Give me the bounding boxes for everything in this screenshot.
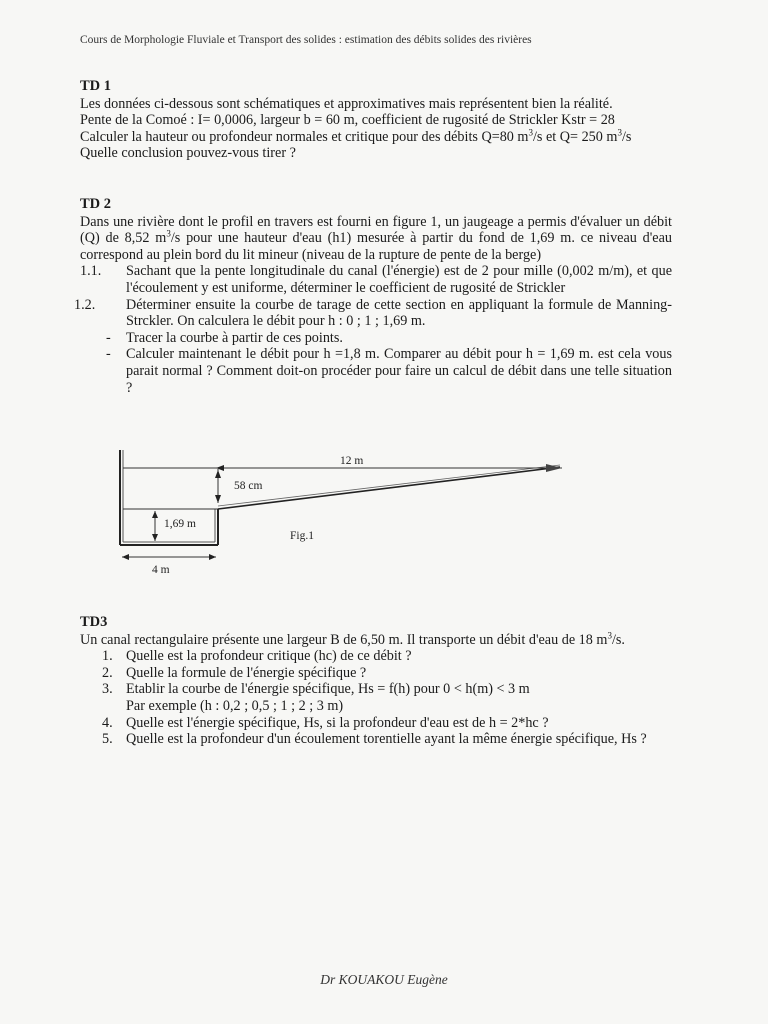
arrow-up-icon bbox=[215, 470, 221, 478]
td3-question-text: Etablir la courbe de l'énergie spécifique, Hs = f(h) pour 0 < h(m) < 3 m bbox=[126, 681, 530, 698]
td2-intro bbox=[80, 214, 672, 264]
td2-question-1-1 bbox=[80, 263, 672, 296]
td2-question-1-1-text: Sachant que la pente longitudinale du canal (l'énergie) est de 2 pour mille (0,002 m/m), et que l'écoulement y est uniforme, déterminer le coefficient de rugosité de Strickler bbox=[126, 263, 672, 296]
td1-line3-exponent2: 3 bbox=[617, 127, 622, 138]
td2-subitem-2-text: Calculer maintenant le débit pour h =1,8 m. Comparer au débit pour h = 1,69 m. est cela vous parait normal ? Comment doit-on procéder pour faire un calcul de débit dans une telle situation ? bbox=[126, 346, 672, 396]
td3-question-number: 2. bbox=[102, 664, 113, 681]
td2-intro-part2: /s pour une hauteur d'eau (h1) mesurée à partir du fond de 1,69 m. ce niveau d'eau correspond au plein bord du lit mineur (niveau de la rupture de pente de la berge) bbox=[80, 230, 672, 263]
td1-line1: Les données ci-dessous sont schématiques et approximatives mais représentent bien la réalité. bbox=[80, 95, 613, 112]
floodplain-slope-line bbox=[218, 467, 560, 509]
arrow-right-icon bbox=[209, 554, 216, 560]
td1-title: TD 1 bbox=[80, 78, 112, 94]
page-header: Cours de Morphologie Fluviale et Transport des solides : estimation des débits solides des rivières bbox=[80, 34, 532, 46]
arrow-down-icon bbox=[215, 495, 221, 503]
figure-1 bbox=[110, 445, 580, 585]
author-signature: Dr KOUAKOU Eugène bbox=[320, 972, 448, 987]
td2-subitem-1 bbox=[80, 330, 672, 347]
td3-question-text: Quelle est la profondeur d'un écoulement torentielle ayant la même énergie spécifique, Hs ? bbox=[126, 731, 647, 748]
td2-subitem-1-text: Tracer la courbe à partir de ces points. bbox=[126, 329, 343, 346]
td3-question-text: Quelle est la profondeur critique (hc) de ce débit ? bbox=[126, 648, 412, 665]
td1-line4: Quelle conclusion pouvez-vous tirer ? bbox=[80, 145, 296, 162]
label-12m: 12 m bbox=[340, 455, 364, 467]
td3-question-text: Par exemple (h : 0,2 ; 0,5 ; 1 ; 2 ; 3 m) bbox=[126, 697, 344, 714]
td2-question-1-1-number: 1.1. bbox=[80, 263, 102, 280]
td2-question-1-2 bbox=[74, 296, 672, 330]
td3-question-4 bbox=[80, 715, 672, 732]
td3-question-number: 4. bbox=[102, 714, 113, 731]
channel-cross-section-diagram bbox=[110, 445, 580, 580]
arrow-left-icon bbox=[216, 465, 224, 471]
td2-intro-part1: Dans une rivière dont le profil en travers est fourni en figure 1, un jaugeage a permis d'évaluer un débit (Q) de 8,52 m bbox=[80, 213, 672, 247]
td3-question-number: 5. bbox=[102, 731, 113, 748]
td3-intro-part1: Un canal rectangulaire présente une largeur B de 6,50 m. Il transporte un débit d'eau de 18 m bbox=[80, 631, 608, 648]
td3-question-1 bbox=[80, 648, 672, 665]
td3-intro bbox=[80, 629, 672, 649]
td2-title: TD 2 bbox=[80, 196, 112, 212]
td3-question-number: 3. bbox=[102, 681, 113, 698]
td3-question-text: Quelle est l'énergie spécifique, Hs, si la profondeur d'eau est de h = 2*hc ? bbox=[126, 714, 549, 731]
td3-question-3 bbox=[80, 681, 672, 698]
td2-section bbox=[74, 196, 672, 396]
arrow-left-icon bbox=[122, 554, 129, 560]
td1-line3-part3: /s bbox=[621, 128, 632, 145]
td1-line3-part2: /s et Q= 250 m bbox=[532, 128, 618, 145]
td2-question-1-2-text: Déterminer ensuite la courbe de tarage de cette section en appliquant la formule de Manning-Strckler. On calculera le débit pour h : 0 ; 1 ; 1,69 m. bbox=[126, 296, 672, 330]
td1-line3-part1: Calculer la hauteur ou profondeur normales et critique pour des débits Q=80 m bbox=[80, 128, 529, 145]
figure-caption: Fig.1 bbox=[290, 530, 314, 542]
td2-subitem-2 bbox=[80, 346, 672, 396]
td1-section bbox=[80, 78, 672, 162]
td2-question-1-2-number: 1.2. bbox=[74, 296, 96, 313]
dash-bullet-icon: - bbox=[106, 329, 111, 346]
td3-question-number: 1. bbox=[102, 648, 113, 665]
floodplain-slope-inner-line bbox=[218, 465, 560, 506]
td3-section bbox=[80, 614, 672, 748]
td3-title: TD3 bbox=[80, 614, 108, 630]
td3-intro-exponent: 3 bbox=[607, 629, 612, 640]
td1-line3-exponent1: 3 bbox=[528, 127, 533, 138]
td1-line2: Pente de la Comoé : I= 0,0006, largeur b = 60 m, coefficient de rugosité de Strickler Kstr = 28 bbox=[80, 112, 615, 129]
td3-intro-part2: /s. bbox=[611, 631, 625, 648]
label-4m: 4 m bbox=[152, 564, 170, 576]
dash-bullet-icon: - bbox=[106, 346, 111, 363]
td3-question-2 bbox=[80, 665, 672, 682]
arrow-up-icon bbox=[152, 511, 158, 518]
label-58cm: 58 cm bbox=[234, 480, 263, 492]
label-1-69m: 1,69 m bbox=[164, 518, 196, 530]
td1-line3 bbox=[80, 129, 672, 146]
arrow-down-icon bbox=[152, 534, 158, 541]
td2-intro-exponent: 3 bbox=[166, 228, 171, 239]
td3-question-text: Quelle la formule de l'énergie spécifique ? bbox=[126, 664, 367, 681]
td3-question-5 bbox=[80, 731, 672, 748]
td3-question-3-example bbox=[80, 698, 672, 715]
